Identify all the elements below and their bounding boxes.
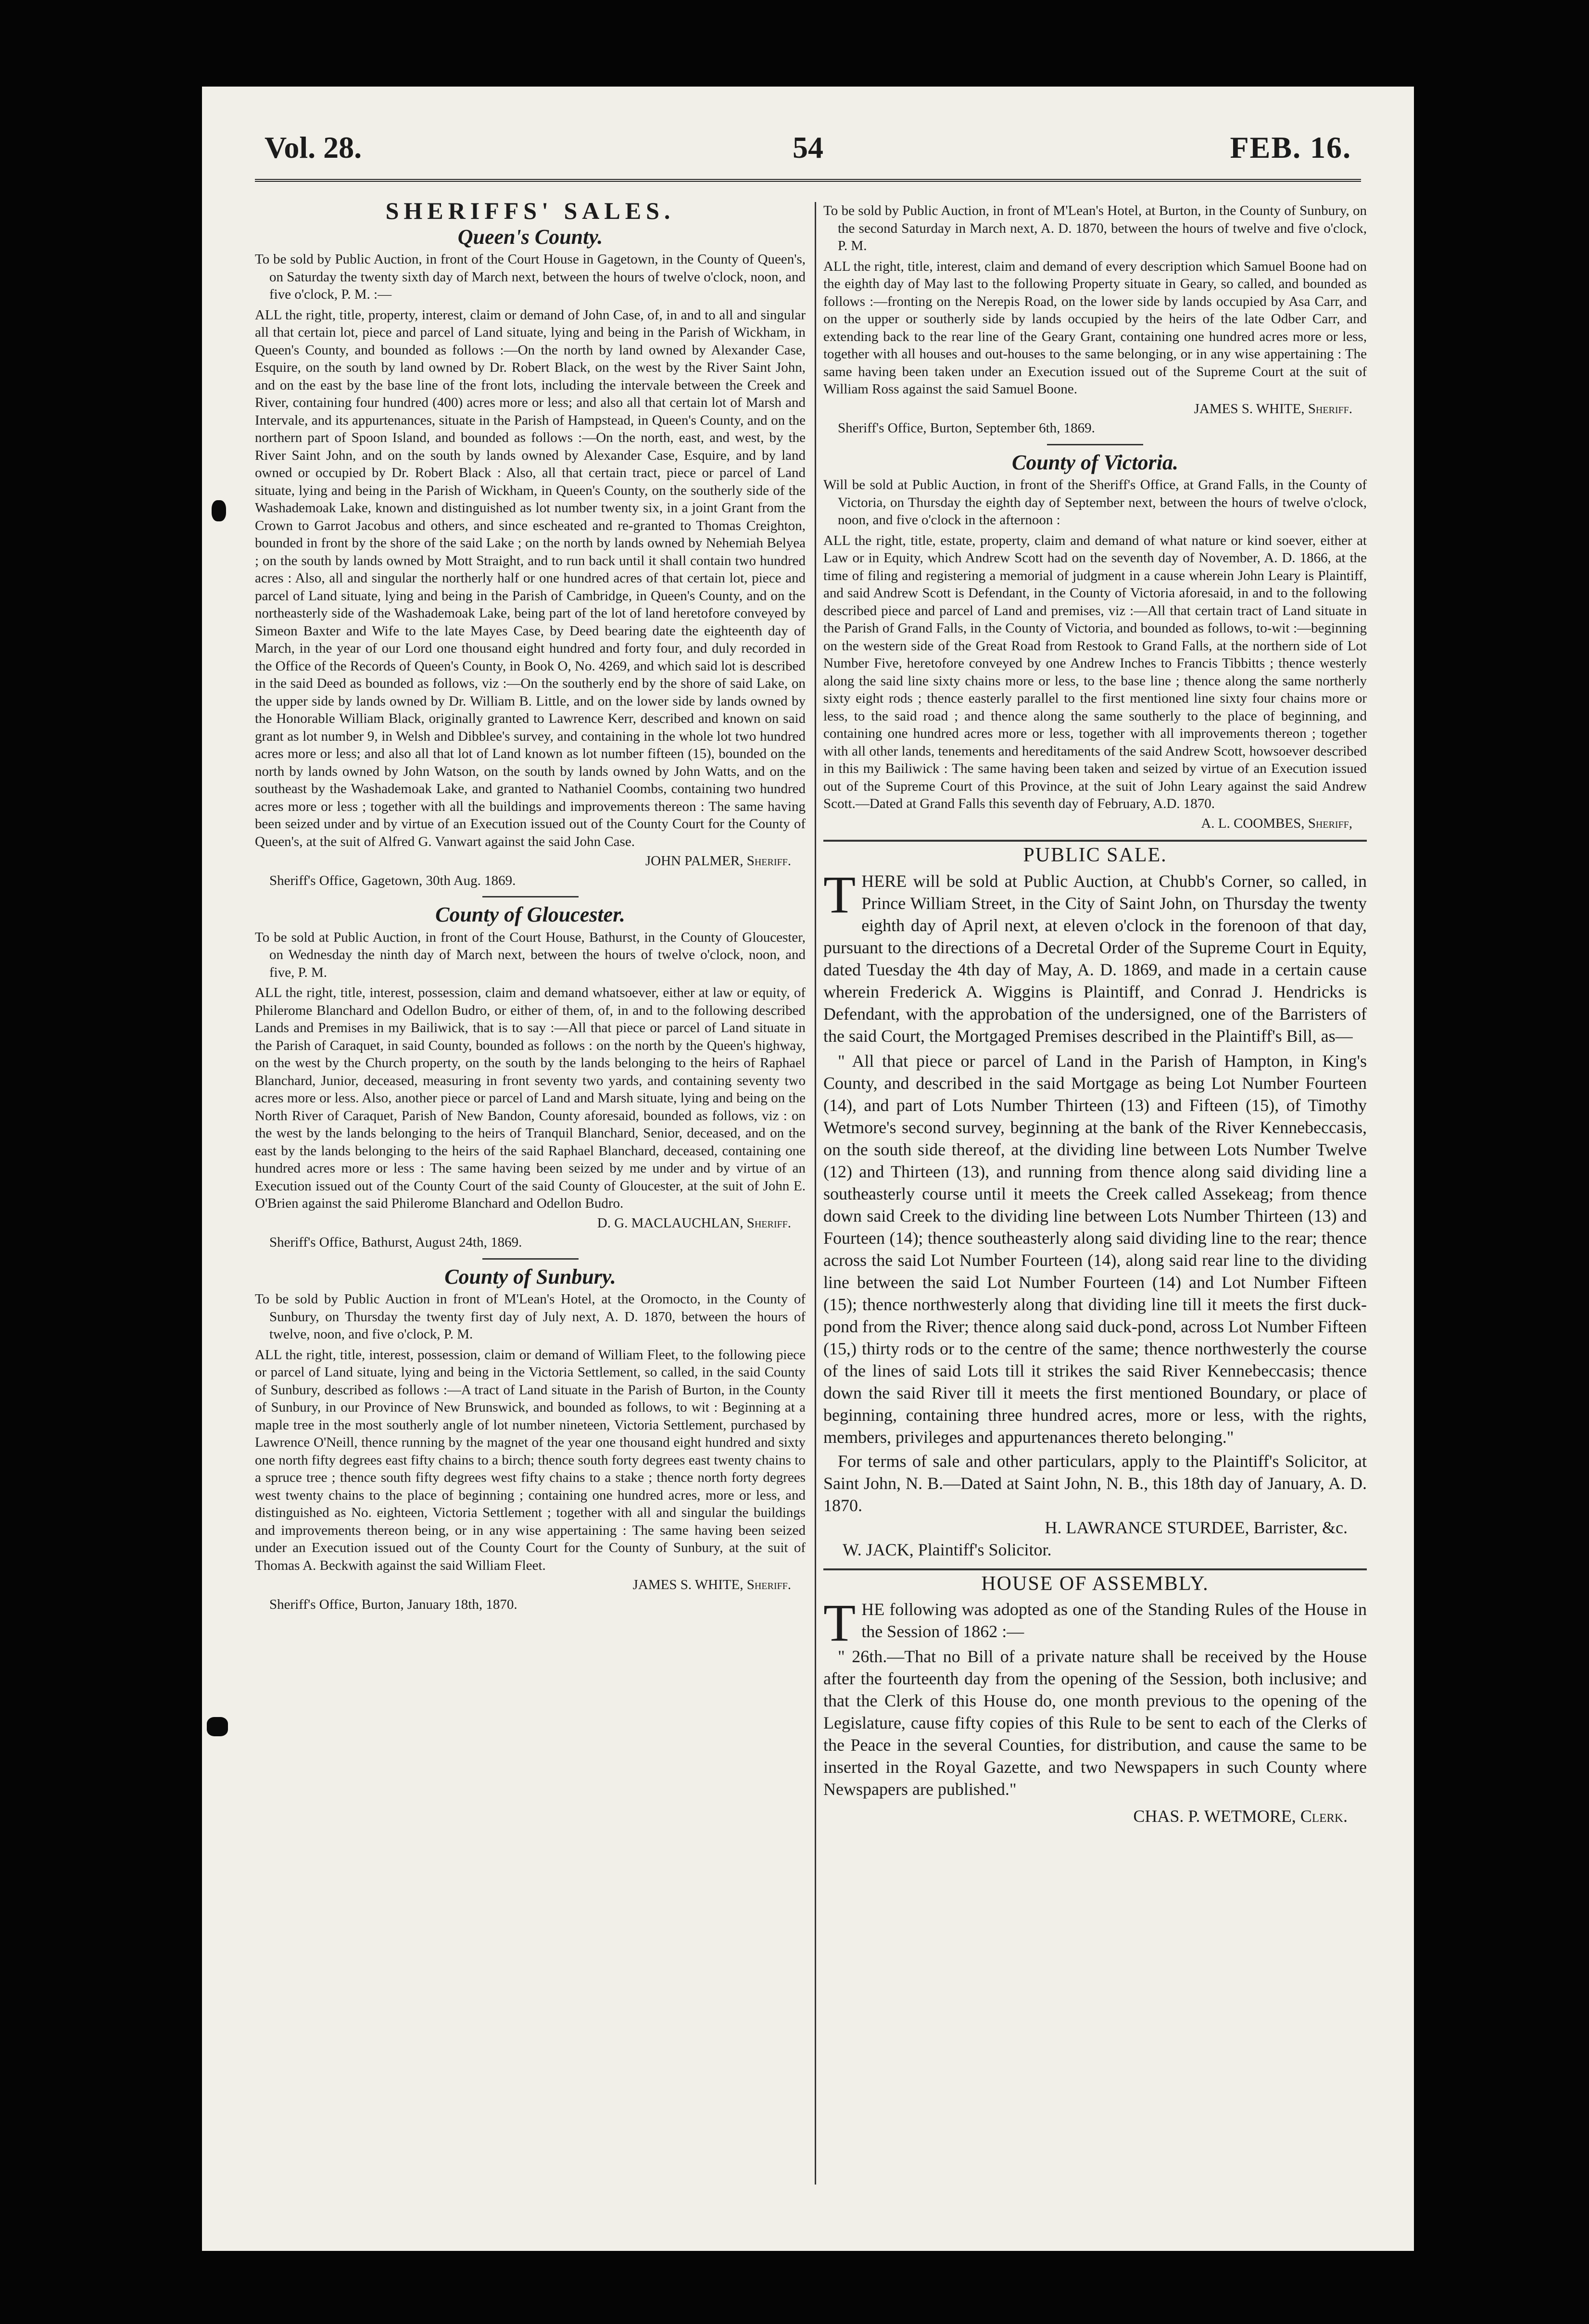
victoria-intro: Will be sold at Public Auction, in front of the Sheriff's Office, at Grand Falls, in the County of Victoria, on Thursday the eighth day of September next, between the hours of twelve o'clock, noon, and five o'clock in the afternoon : [823,477,1367,528]
gloucester-county-notice [255,903,806,1251]
section-rule [823,840,1367,842]
gloucester-office: Sheriff's Office, Bathurst, August 24th, 1869. [269,1235,522,1250]
gloucester-intro: To be sold at Public Auction, in front of the Court House, Bathurst, in the County of Gloucester, on Wednesday the ninth day of March next, between the hours of twelve o'clock, noon, and five, P. M. [255,929,806,980]
sunbury-office: Sheriff's Office, Burton, January 18th, 1870. [269,1596,517,1612]
page-number: 54 [793,130,823,164]
divider [482,896,579,897]
left-column [255,202,806,2223]
gloucester-signature: D. G. MACLAUCHLAN, Sheriff. [597,1215,791,1231]
ink-blot [212,500,226,521]
divider [1047,444,1143,445]
house-of-assembly-notice [823,1572,1367,1828]
public-sale-body-wrap [823,865,1367,1047]
assembly-signature: CHAS. P. WETMORE, Clerk. [1133,1806,1348,1826]
assembly-intro-wrap [823,1593,1367,1652]
masthead-rule [255,179,1361,182]
victoria-county-notice [823,450,1367,833]
assembly-rule: " 26th.—That no Bill of a private nature shall be received by the House after the fourteenth day from the opening of the Session, both inclusive; and that the Clerk of this House do, one month previous to the opening of the Legislature, cause fifty copies of this Rule to be sent to each of the Clerks of the Peace in the several Counties, for distribution, and cause the same to be inserted in the Royal Gazette, and two Newspapers in such County where Newspapers are published." [823,1647,1367,1799]
gloucester-body: ALL the right, title, interest, possession, claim and demand whatsoever, either at law or equity, of Philerome Blanchard and Odellon Budro, or either of them, of, in and to the following described Lands and Premises in my Bailiwick, that is to say :—All that piece or parcel of Land situate in the Parish of Caraquet, in said County, bounded as follows : on the north by the Queen's highway, on the west by the Church property, on the south by the lands belonging to the heirs of Raphael Blanchard, Junior, deceased, measuring in front seventy two yards, and containing seventy two acres more or less. Also, another piece or parcel of Land and Marsh situate, lying and being on the North River of Caraquet, Parish of New Bandon, County aforesaid, bounded as follows, viz : on the west by the lands belonging to the heirs of Tranquil Blanchard, Senior, deceased, and on the east by the lands belonging to the heirs of the said Raphael Blanchard, deceased, containing one hundred acres more or less : The same having been seized by me under and by virtue of an Execution issued out of the County Court of the said County of Gloucester, at the suit of John E. O'Brien against the said Philerome Blanchard and Odellon Budro. [255,985,806,1211]
public-sale-notice [823,846,1367,1561]
queens-signature: JOHN PALMER, Sheriff. [645,853,791,869]
issue-date: FEB. 16. [1230,130,1351,164]
sunbury2-body: ALL the right, title, interest, claim and demand of every description which Samuel Boone had on the eighth day of May last to the following Property situate in Geary, so called, and bounded as follows :—fronting on the Nerepis Road, on the lower side by lands occupied by Asa Carr, and on the upper or southerly side by lands occupied by the heirs of the late Odber Carr, and extending back to the rear line of the Geary Grant, containing one hundred acres more or less, together with all houses and out-houses to the same belonging, or in any wise appertaining : The same having been taken under an Execution issued out of the Supreme Court at the suit of William Ross against the said Samuel Boone. [823,258,1367,397]
assembly-intro: HE following was adopted as one of the Standing Rules of the House in the Session of 1862 :— [861,1600,1367,1641]
public-sale-solicitor: W. JACK, Plaintiff's Solicitor. [843,1540,1052,1559]
public-sale-signature: H. LAWRANCE STURDEE, Barrister, &c. [1045,1517,1348,1537]
sunbury2-intro: To be sold by Public Auction, in front of M'Lean's Hotel, at Burton, in the County of Sunbury, on the second Saturday in March next, A. D. 1870, between the hours of twelve and five o'clock, P. M. [823,203,1367,253]
sunbury2-office: Sheriff's Office, Burton, September 6th, 1869. [838,420,1095,436]
right-column [823,202,1367,2223]
victoria-signature: A. L. COOMBES, Sheriff, [1201,815,1352,831]
sunbury-intro: To be sold by Public Auction in front of M'Lean's Hotel, at the Oromocto, in the County of Sunbury, on Thursday the twenty first day of July next, A. D. 1870, between the hours of twelve, noon, and five o'clock, P. M. [255,1291,806,1342]
queens-county-notice [255,225,806,890]
sunbury-second-notice [823,202,1367,437]
sunbury2-signature: JAMES S. WHITE, Sheriff. [1194,401,1352,417]
public-sale-quote: " All that piece or parcel of Land in the Parish of Hampton, in King's County, and described in the said Mortgage as being Lot Number Fourteen (14), and part of Lots Number Thirteen (13) and Fifteen (15), of Timothy Wetmore's second survey, beginning at the bank of the River Kennebeccasis, on the south side thereof, at the dividing line between Lots Number Twelve (12) and Thirteen (13), and running from thence along said dividing line a southeasterly course until it meets the Creek called Assekeag; from thence down said Creek to the dividing line between Lots Number Thirteen (13) and Fourteen (14); thence southeasterly along said dividing line to the rear; thence across the said Lot Number Fourteen (14), along said rear line to the dividing line between the said Lot Number Fourteen (14) and Lot Number Fifteen (15); thence northwesterly along that dividing line till it meets the first duck-pond from the River; thence along said duck-pond, across Lot Number Fifteen (15,) thirty rods or to the centre of the same; thence northwesterly the course of the lines of said Lots till it strikes the said River Kennebeccasis; thence down the said River till it meets the first mentioned Boundary, or place of beginning, containing three hundred acres, more or less, with the rights, members, privileges and appurtenances thereto belonging." [823,1051,1367,1447]
queens-office: Sheriff's Office, Gagetown, 30th Aug. 1869. [269,872,516,888]
masthead [255,125,1361,183]
sunbury-county-notice [255,1264,806,1614]
ink-blot [207,1717,228,1736]
queens-county-title: Queen's County. [457,225,603,249]
sunbury-county-title: County of Sunbury. [444,1264,616,1288]
queens-intro: To be sold by Public Auction, in front of the Court House in Gagetown, in the County of Queen's, on Saturday the twenty sixth day of March next, between the hours of twelve o'clock, noon, and five o'clock, P. M. :— [255,252,806,302]
assembly-dropcap: T [823,1593,856,1652]
public-sale-title: PUBLIC SALE. [1023,844,1167,866]
victoria-body: ALL the right, title, estate, property, claim and demand of what nature or kind soever, either at Law or in Equity, which Andrew Scott had on the seventh day of November, A. D. 1866, at the time of filing and registering a memorial of judgment in a cause wherein John Leary is Plaintiff, and said Andrew Scott is Defendant, in the County of Victoria aforesaid, in and to the following described piece and parcel of Land and premises, viz :—All that certain tract of Land situate in the Parish of Grand Falls, in the County of Victoria, and bounded as follows, to-wit :—beginning on the western side of the Great Road from Restook to Grand Falls, at the northern side of Lot Number Five, heretofore conveyed by one Andrew Inches to Francis Tibbitts ; thence westerly along the said line sixty chains more or less, to the base line ; thence along the same northerly sixty eight rods ; thence easterly parallel to the first mentioned line sixty four chains more or less, to the said road ; and thence along the same southerly to the place of beginning, and containing one hundred acres more or less, together with all improvements thereon ; together with all other lands, tenements and hereditaments of the said Andrew Scott, howsoever described in this my Bailiwick : The same having been taken and seized by virtue of an Execution issued out of the Supreme Court of this Province, at the suit of John Leary against the said Andrew Scott.—Dated at Grand Falls this seventh day of February, A.D. 1870. [823,532,1367,811]
sunbury-body: ALL the right, title, interest, possession, claim or demand of William Fleet, to the following piece or parcel of Land situate, lying and being in the Victoria Settlement, so called, in the said County of Sunbury, described as follows :—A tract of Land situate in the Parish of Burton, in the County of Sunbury, in our Province of New Brunswick, and bounded as follows, to wit : Beginning at a maple tree in the most southerly angle of lot number nineteen, Victoria Settlement, purchased by Lawrence O'Neill, thence running by the magnet of the year one thousand eight hundred and sixty one north fifty degrees east fifty chains to a birch; thence south forty degrees east twenty chains to a spruce tree ; thence south fifty degrees west fifty chains to a stake ; thence north forty degrees west twenty chains to the place of beginning ; containing one hundred acres, more or less, and distinguished as No. eighteen, Victoria Settlement ; together with all and singular the buildings and improvements thereon being, or in any wise appertaining : The same having been seized under an Execution issued out of the County Court for the County of Sunbury, at the suit of Thomas A. Beckwith against the said William Fleet. [255,1347,806,1573]
public-sale-terms: For terms of sale and other particulars, apply to the Plaintiff's Solicitor, at Saint John, N. B.—Dated at Saint John, N. B., this 18th day of January, A. D. 1870. [823,1451,1367,1515]
gloucester-county-title: County of Gloucester. [435,903,625,926]
assembly-title: HOUSE OF ASSEMBLY. [981,1572,1209,1595]
victoria-county-title: County of Victoria. [1012,450,1178,474]
divider [482,1258,579,1260]
queens-body: ALL the right, title, property, interest, claim or demand of John Case, of, in and to all and singular all that certain lot, piece and parcel of Land situate, lying and being in the Parish of Wickham, in Queen's County, and bounded as follows :—On the north by land owned by Alexander Case, Esquire, on the south by land owned by Dr. Robert Black, on the west by the River Saint John, and on the east by the base line of the front lots, including the intervale between the Creek and River, containing four hundred (400) acres more or less; and also all that certain lot of Marsh and Intervale, and its appurtenances, situate in the Parish of Hampstead, in Queen's County, and on the northern part of Spoon Island, and bounded as follows :—On the north, east, and west, by the River Saint John, and on the south by lands owned by Alexander Case, Esquire, and by land owned or occupied by Dr. Robert Black : Also, all that certain tract, piece or parcel of Land situate, lying and being in the Parish of Wickham, in Queen's County, on the southerly side of the Washademoak Lake, known and distinguished as lot number twenty six, in a joint Grant from the Crown to Garrot Jacobus and others, and since escheated and re-granted to Thomas Creighton, bounded in front by the shore of the said Lake ; on the north by lands owned by Nehemiah Belyea ; on the south by lands owned by Mott Straight, and to run back until it shall contain two hundred acres : Also, all and singular the northerly half or one hundred acres of that certain lot, piece and parcel of Land situate, lying and being in the Parish of Cambridge, in Queen's County, and on the northeasterly side of the Washademoak Lake, being part of the lot of land heretofore conveyed by Simeon Baxter and Wife to the late Mayes Case, by Deed bearing date the eighteenth day of March, in the year of our Lord one thousand eight hundred and forty four, and duly recorded in the Office of the Records of Queen's County, in Book O, No. 4269, and which said lot is described in the said Deed as bounded as follows, viz :—On the southerly end by the shore of said Lake, on the upper side by lands owned by Dr. William B. Little, and on the lower side by lands owned by the Honorable William Black, originally granted to Lawrence Kerr, described and known on said grant as lot number 9, in Welsh and Dibblee's survey, and containing in the whole lot two hundred acres more or less; and also all that lot of Land known as lot number fifteen (15), bounded on the north by lands owned by John Watson, on the south by lands owned by John Watts, and on the southeast by the Washademoak Lake, and granted to Nathaniel Coombs, containing two hundred acres more or less ; together with all the buildings and improvements thereon : The same having been seized under and by virtue of an Execution issued out of the County Court for the County of Queen's, at the suit of Alfred G. Vanwart against the said John Case. [255,307,806,849]
sunbury-signature: JAMES S. WHITE, Sheriff. [632,1577,791,1592]
sheriffs-sales-heading: SHERIFFS' SALES. [385,202,675,224]
public-sale-body: HERE will be sold at Public Auction, at Chubb's Corner, so called, in Prince William Street, in the City of Saint John, on Thursday the twenty eighth day of April next, at eleven o'clock in the forenoon of that day, pursuant to the directions of a Decretal Order of the Supreme Court in Equity, dated Tuesday the 4th day of May, A. D. 1869, and made in a certain cause wherein Frederick A. Wiggins is Plaintiff, and Conrad J. Hendricks is Defendant, with the approbation of the undersigned, one of the Barristers of the said Court, the Mortgaged Premises described in the Plaintiff's Bill, as— [823,871,1367,1046]
volume-label: Vol. 28. [265,130,362,164]
section-rule [823,1568,1367,1570]
column-divider [815,202,816,2185]
public-sale-dropcap: T [823,865,856,924]
